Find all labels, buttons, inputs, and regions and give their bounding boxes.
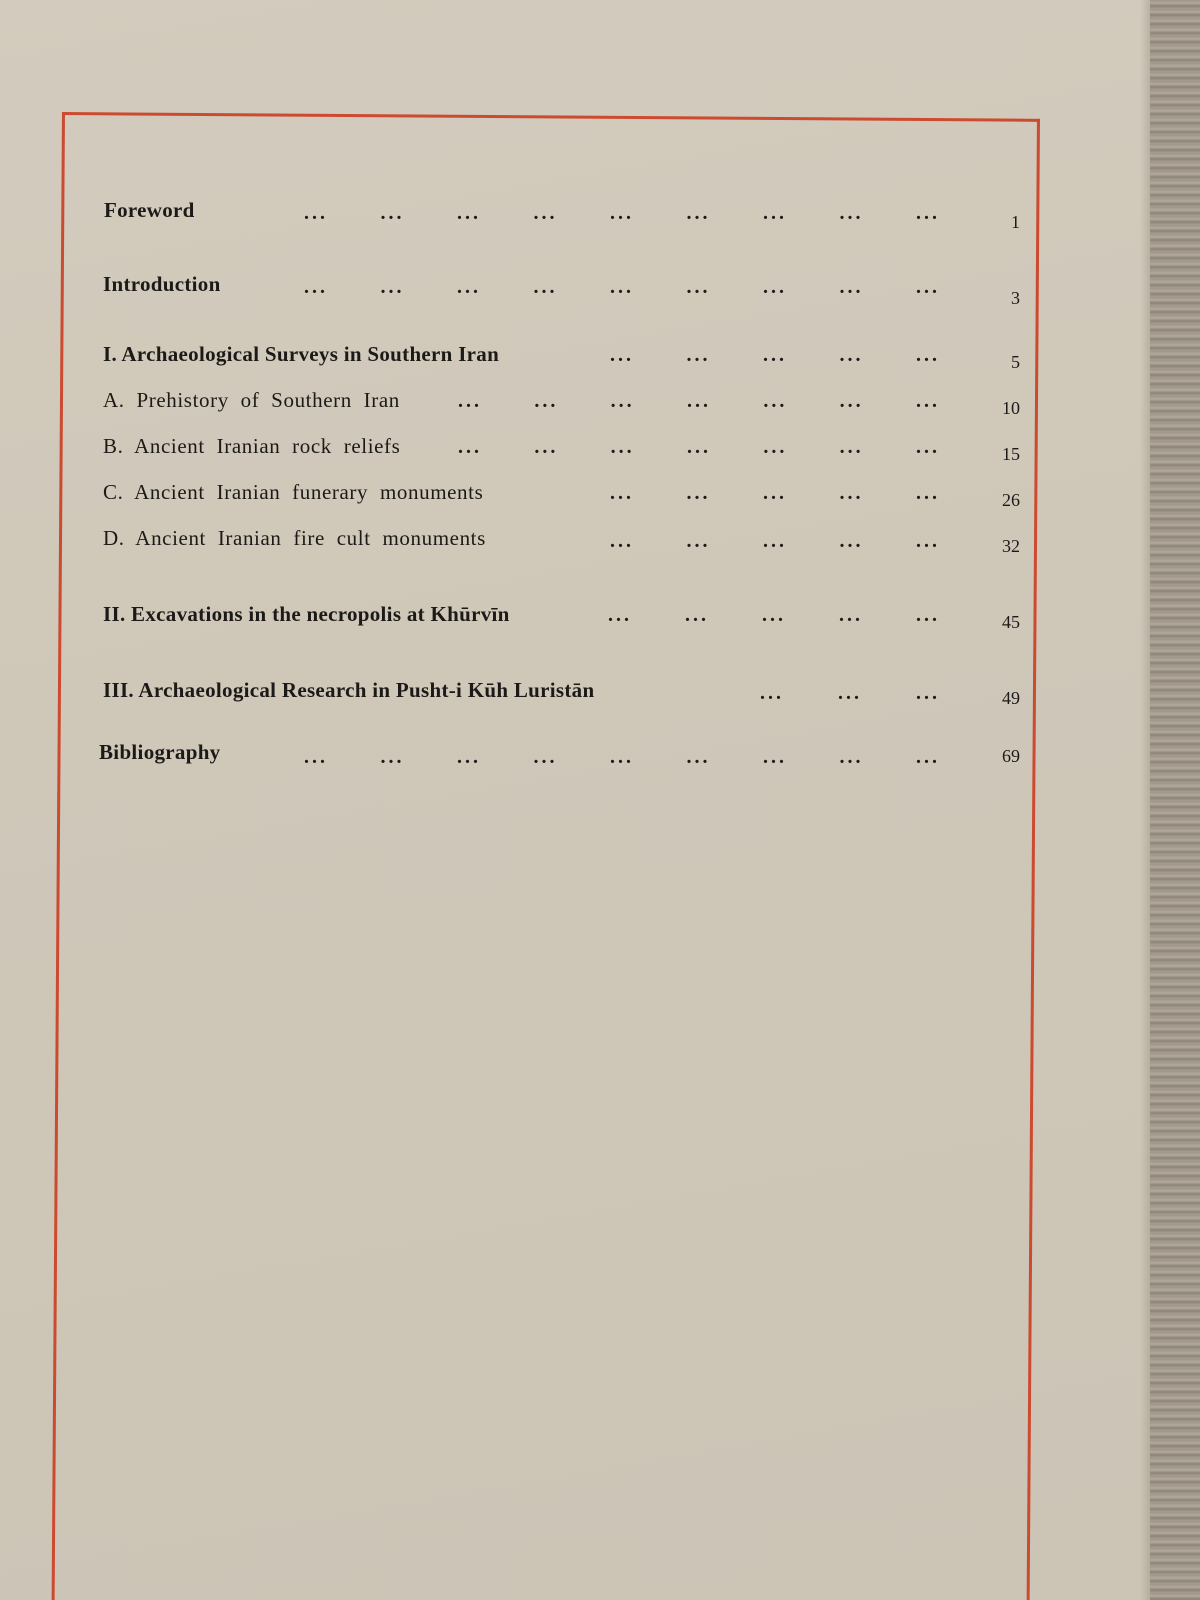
dot-leader: ... ... ... ... ... ... ... ... ... xyxy=(304,276,940,298)
dot-leader: ... ... ... ... ... xyxy=(610,344,940,366)
toc-entry-title: D. Ancient Iranian fire cult monuments xyxy=(103,526,486,550)
dot-leader: ... ... ... ... ... ... ... xyxy=(458,436,940,458)
dot-leader: ... ... ... ... ... xyxy=(610,530,940,552)
toc-page-number: 10 xyxy=(1002,398,1020,418)
toc-page-number: 15 xyxy=(1002,444,1020,464)
toc-entry-title: Foreword xyxy=(104,198,195,222)
toc-page-number: 49 xyxy=(1002,688,1020,708)
toc-entry-chapter-3 xyxy=(0,678,1060,712)
toc-entry-title: Bibliography xyxy=(99,740,221,764)
toc-entry-title: Introduction xyxy=(103,272,221,296)
toc-entry-bibliography xyxy=(0,740,1060,774)
toc-entry-section-a xyxy=(0,388,1060,422)
dot-leader: ... ... ... ... ... ... ... ... ... xyxy=(304,746,940,768)
page-stack-edge xyxy=(1150,0,1200,1600)
toc-page-number: 26 xyxy=(1002,490,1020,510)
toc-page-number: 45 xyxy=(1002,612,1020,632)
toc-entry-chapter-2 xyxy=(0,602,1060,636)
toc-entry-introduction xyxy=(0,272,1060,306)
toc-entry-title: III. Archaeological Research in Pusht-i Kūh Luristān xyxy=(103,678,595,702)
dot-leader: ... ... ... ... ... ... ... ... ... xyxy=(304,202,940,224)
dot-leader: ... ... ... ... ... xyxy=(608,604,940,626)
dot-leader: ... ... ... ... ... xyxy=(610,482,940,504)
dot-leader: ... ... ... xyxy=(760,682,940,704)
toc-page-number: 5 xyxy=(1011,352,1020,372)
toc-entry-section-b xyxy=(0,434,1060,468)
toc-page-number: 1 xyxy=(1011,212,1020,232)
dot-leader: ... ... ... ... ... ... ... xyxy=(458,390,940,412)
toc-entry-section-c xyxy=(0,480,1060,514)
toc-entry-title: B. Ancient Iranian rock reliefs xyxy=(103,434,401,458)
toc-entry-title: A. Prehistory of Southern Iran xyxy=(103,388,400,412)
toc-entry-title: I. Archaeological Surveys in Southern Iran xyxy=(103,342,500,366)
toc-entry-foreword xyxy=(0,198,1060,232)
toc-page-number: 3 xyxy=(1011,288,1020,308)
red-border-frame xyxy=(52,112,1040,1600)
toc-entry-chapter-1 xyxy=(0,342,1060,376)
toc-entry-title: II. Excavations in the necropolis at Khūrvīn xyxy=(103,602,510,626)
toc-entry-section-d xyxy=(0,526,1060,560)
toc-page-number: 69 xyxy=(1002,746,1020,766)
toc-page-number: 32 xyxy=(1002,536,1020,556)
toc-entry-title: C. Ancient Iranian funerary monuments xyxy=(103,480,484,504)
